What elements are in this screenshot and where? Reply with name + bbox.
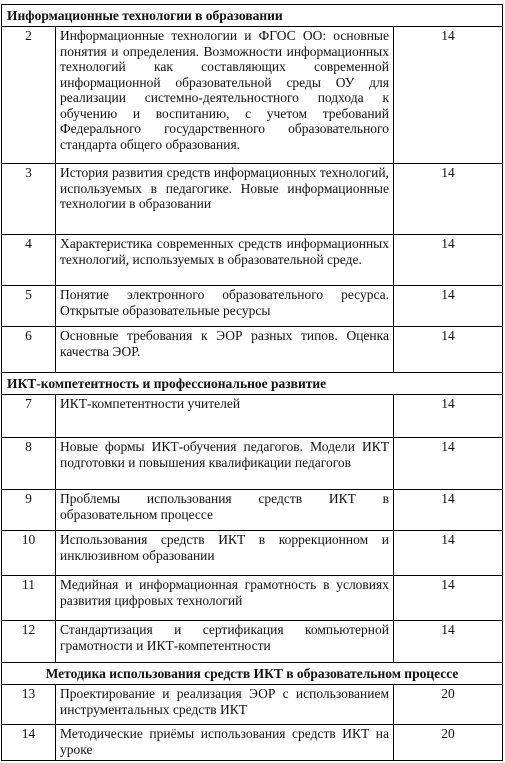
- table-row: [2, 725, 503, 761]
- table-row: [2, 27, 503, 164]
- section-header: [2, 373, 503, 395]
- table-row: [2, 531, 503, 576]
- table-row: [2, 286, 503, 327]
- row-number: 9: [2, 490, 56, 531]
- table-row: [2, 621, 503, 663]
- table-row: [2, 685, 503, 725]
- row-topic: Информационные технологии и ФГОС ОО: основные понятия и определения. Возможности информационных технологий как составляющих современной информационной образовательной среды ОУ для реализации системно-деятельностного подхода к обучению и воспитанию, с учетом требований Федерального государственного образовательного стандарта общего образования.: [56, 27, 394, 164]
- row-topic: Основные требования к ЭОР разных типов. Оценка качества ЭОР.: [56, 327, 394, 373]
- row-number: 4: [2, 235, 56, 286]
- table-row: [2, 438, 503, 490]
- row-hours: 14: [394, 395, 503, 438]
- row-topic: ИКТ-компетентности учителей: [56, 395, 394, 438]
- row-number: 8: [2, 438, 56, 490]
- row-hours: 20: [394, 685, 503, 725]
- row-topic: Новые формы ИКТ-обучения педагогов. Модели ИКТ подготовки и повышения квалификации педагогов: [56, 438, 394, 490]
- table-row: [2, 164, 503, 235]
- row-hours: 14: [394, 286, 503, 327]
- row-hours: 14: [394, 531, 503, 576]
- section-title: Информационные технологии в образовании: [2, 5, 503, 27]
- row-hours: 14: [394, 576, 503, 621]
- row-number: 7: [2, 395, 56, 438]
- section-title: ИКТ-компетентность и профессиональное развитие: [2, 373, 503, 395]
- row-hours: 20: [394, 725, 503, 761]
- row-hours: 14: [394, 235, 503, 286]
- row-topic: Понятие электронного образовательного ресурса. Открытые образовательные ресурсы: [56, 286, 394, 327]
- row-number: 11: [2, 576, 56, 621]
- table-row: [2, 490, 503, 531]
- row-topic: История развития средств информационных технологий, используемых в педагогике. Новые информационные технологии в образовании: [56, 164, 394, 235]
- row-number: 3: [2, 164, 56, 235]
- row-number: 14: [2, 725, 56, 761]
- row-number: 10: [2, 531, 56, 576]
- row-topic: Медийная и информационная грамотность в условиях развития цифровых технологий: [56, 576, 394, 621]
- row-topic: Методические приёмы использования средств ИКТ на уроке: [56, 725, 394, 761]
- row-topic: Стандартизация и сертификация компьютерной грамотности и ИКТ-компетентности: [56, 621, 394, 663]
- table-row: [2, 235, 503, 286]
- row-hours: 14: [394, 490, 503, 531]
- row-hours: 14: [394, 327, 503, 373]
- row-number: 12: [2, 621, 56, 663]
- row-topic: Использования средств ИКТ в коррекционном и инклюзивном образовании: [56, 531, 394, 576]
- row-topic: Проблемы использования средств ИКТ в образовательном процессе: [56, 490, 394, 531]
- row-number: 2: [2, 27, 56, 164]
- row-hours: 14: [394, 438, 503, 490]
- row-hours: 14: [394, 621, 503, 663]
- section-header: [2, 5, 503, 27]
- row-number: 5: [2, 286, 56, 327]
- section-title: Методика использования средств ИКТ в образовательном процессе: [2, 663, 503, 685]
- row-topic: Характеристика современных средств информационных технологий, используемых в образовательной среде.: [56, 235, 394, 286]
- table-row: [2, 327, 503, 373]
- row-hours: 14: [394, 27, 503, 164]
- row-topic: Проектирование и реализация ЭОР с использованием инструментальных средств ИКТ: [56, 685, 394, 725]
- table-row: [2, 576, 503, 621]
- table-row: [2, 395, 503, 438]
- row-number: 6: [2, 327, 56, 373]
- row-number: 13: [2, 685, 56, 725]
- curriculum-table: [1, 4, 503, 761]
- section-header: [2, 663, 503, 685]
- row-hours: 14: [394, 164, 503, 235]
